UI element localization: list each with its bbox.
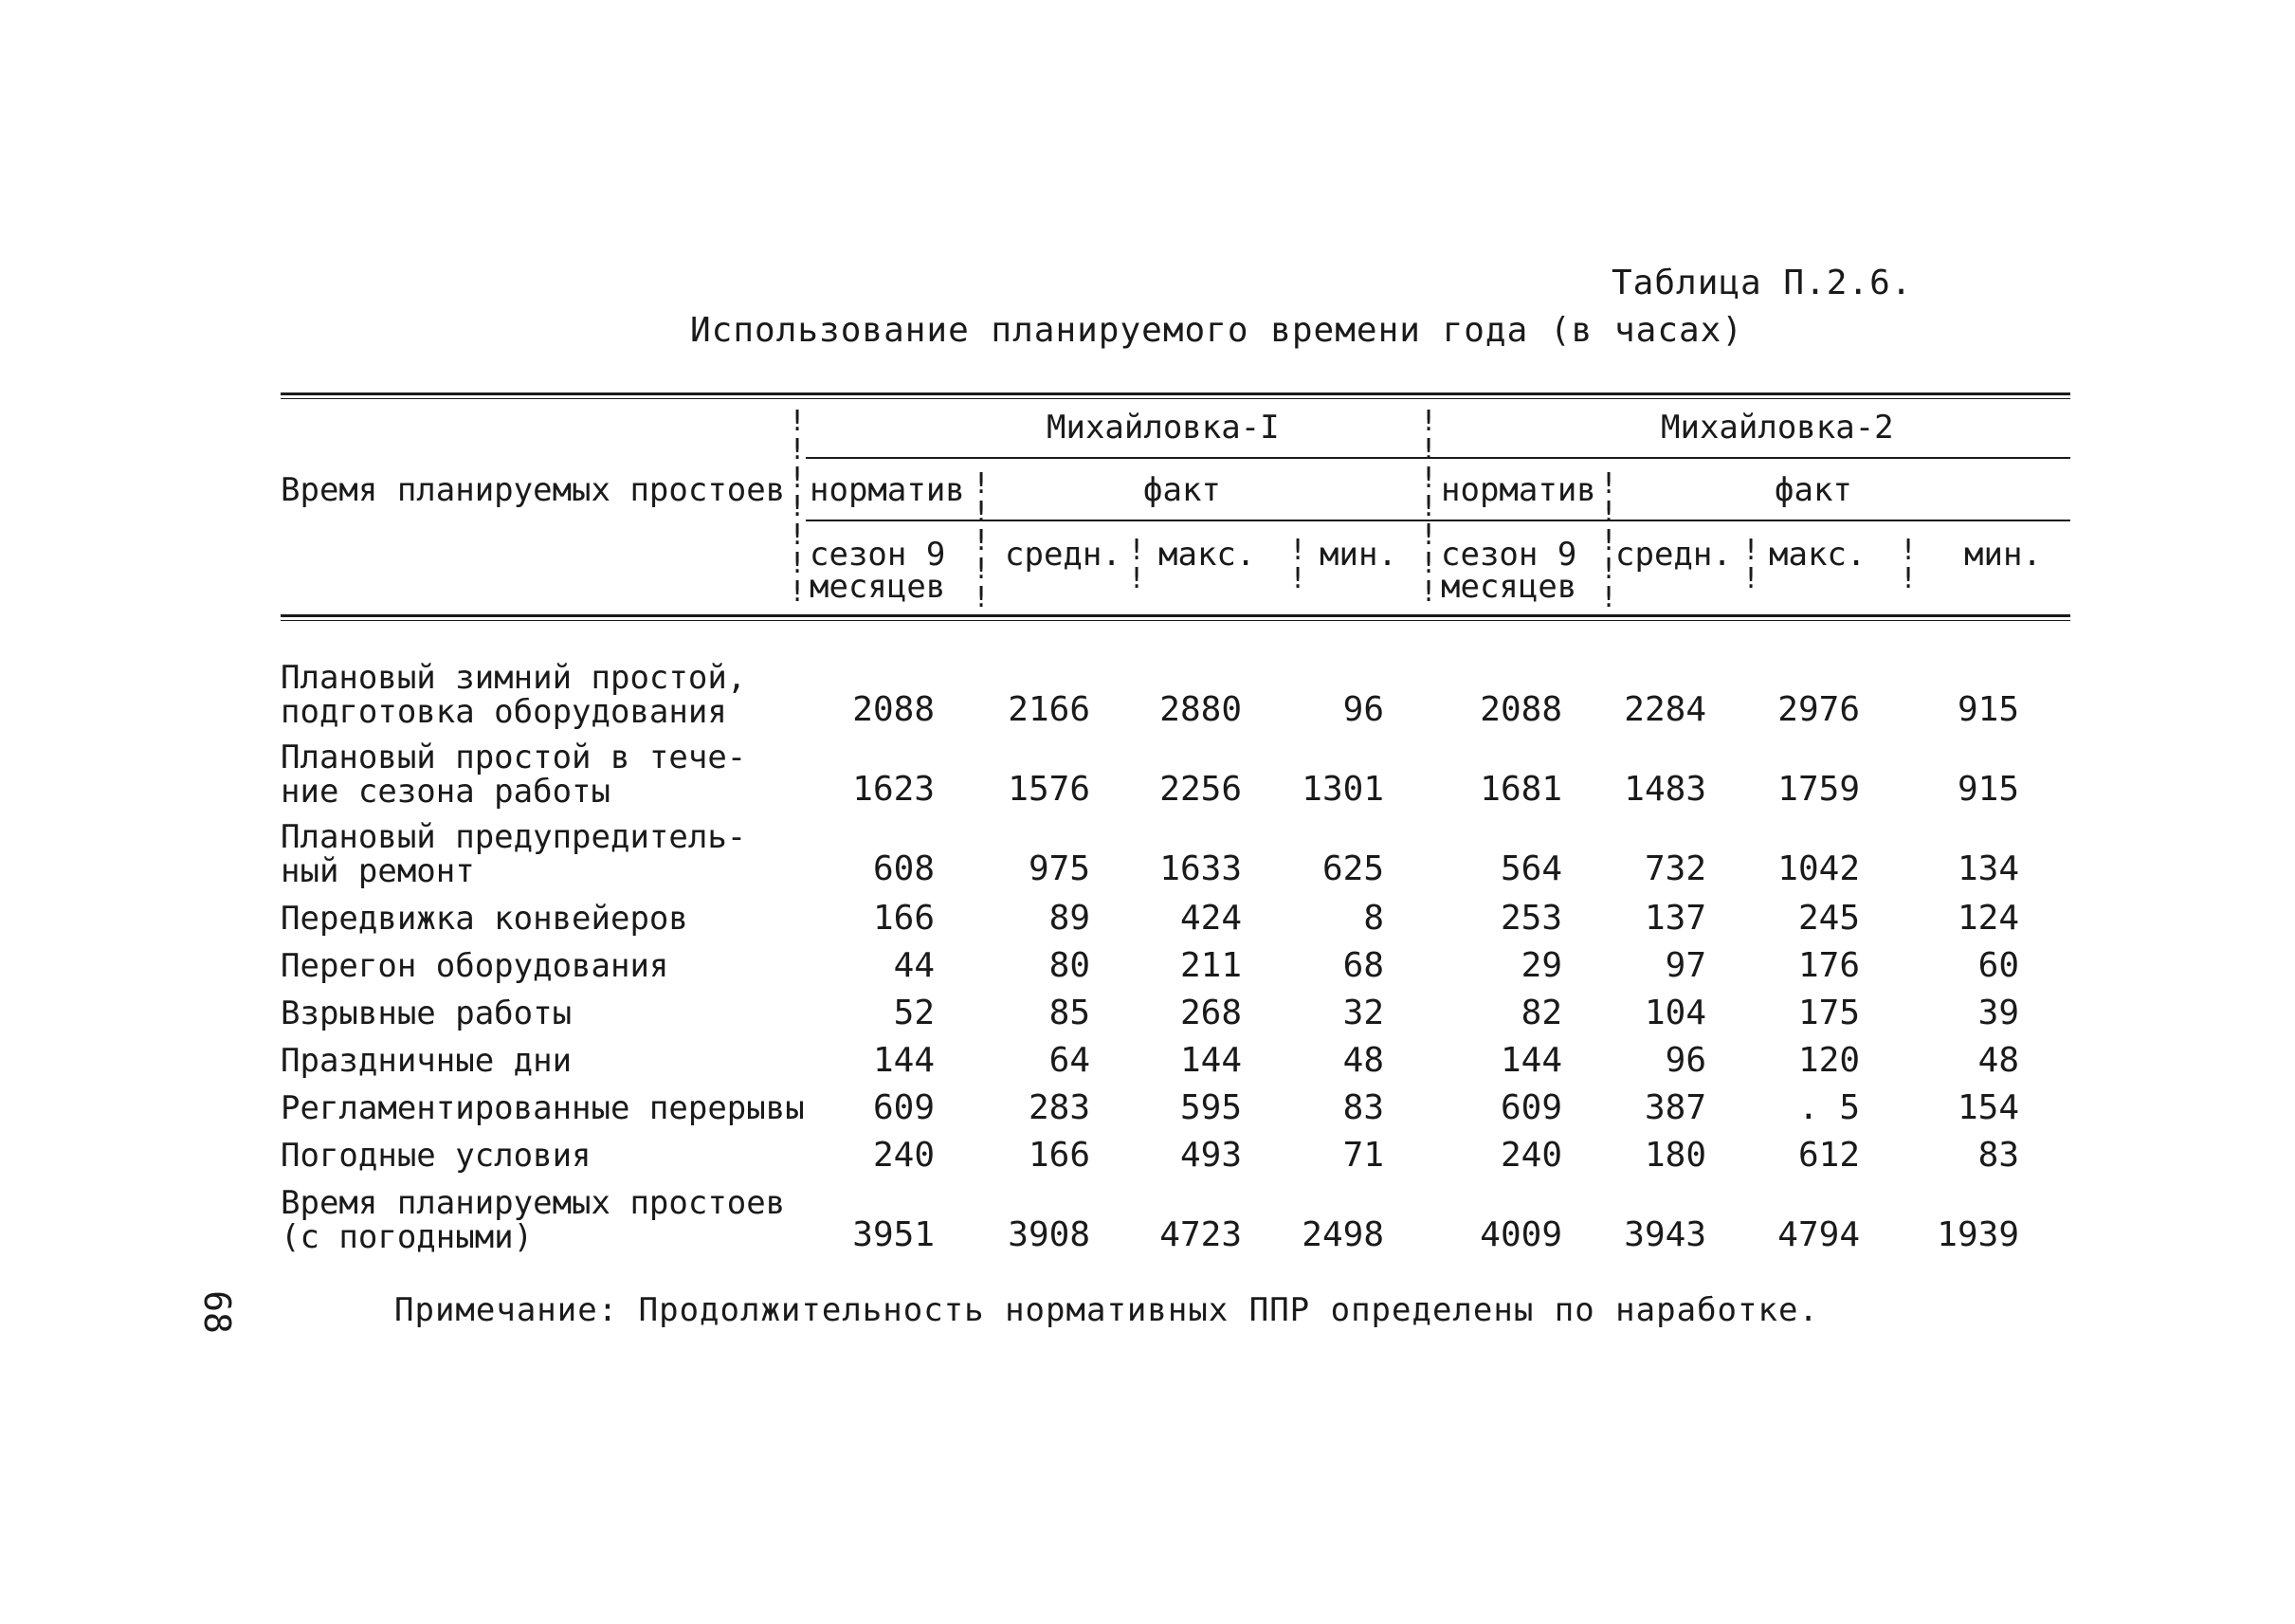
table-cell: 240: [872, 1136, 935, 1175]
separator: ! ! ! ! ! ! !: [1420, 405, 1438, 609]
table-cell: 1633: [1159, 849, 1242, 888]
table-cell: 1681: [1480, 770, 1562, 809]
table-cell: 2166: [1008, 690, 1090, 729]
normativ-header-2: норматив: [1441, 471, 1596, 509]
row-label: Регламентированные перерывы: [281, 1089, 805, 1127]
table-cell: 2256: [1159, 770, 1242, 809]
row-label: подготовка оборудования: [281, 693, 727, 731]
table-cell: 44: [893, 946, 935, 985]
table-cell: 1301: [1302, 770, 1384, 809]
table-cell: 245: [1797, 899, 1860, 938]
table-cell: 3943: [1624, 1215, 1706, 1254]
table-cell: 2498: [1302, 1215, 1384, 1254]
site-2-header: Михайловка-2: [1661, 409, 1894, 447]
max-header-1: макс.: [1158, 536, 1256, 574]
table-cell: 124: [1957, 899, 2019, 938]
table-cell: 83: [1342, 1088, 1384, 1127]
header-bottom-rule: [281, 614, 2070, 617]
table-cell: 1623: [852, 770, 935, 809]
table-cell: 609: [872, 1088, 935, 1127]
row-label: ный ремонт: [281, 852, 475, 890]
avg-header-2: средн.: [1615, 536, 1732, 574]
table-cell: 2284: [1624, 690, 1706, 729]
table-cell: 211: [1179, 946, 1242, 985]
table-cell: 176: [1797, 946, 1860, 985]
table-cell: 1759: [1777, 770, 1860, 809]
table-cell: 180: [1644, 1136, 1706, 1175]
min-header-2: мин.: [1964, 536, 2042, 574]
table-cell: 4723: [1159, 1215, 1242, 1254]
row-label: Перегон оборудования: [281, 947, 669, 985]
separator: ! !: [1742, 534, 1760, 595]
table-cell: 120: [1797, 1041, 1860, 1080]
table-cell: 915: [1957, 690, 2019, 729]
table-cell: 4009: [1480, 1215, 1562, 1254]
table-cell: 1483: [1624, 770, 1706, 809]
table-cell: 4794: [1777, 1215, 1860, 1254]
separator: ! ! ! ! !: [1600, 467, 1618, 614]
row-label: Погодные условия: [281, 1137, 592, 1175]
table-cell: 52: [893, 994, 935, 1032]
footnote: Примечание: Продолжительность нормативных ППР определены по наработке.: [394, 1291, 1819, 1329]
separator: ! ! ! ! !: [973, 467, 991, 614]
avg-header-1: средн.: [1005, 536, 1121, 574]
table-cell: 283: [1028, 1088, 1090, 1127]
table-cell: 1576: [1008, 770, 1090, 809]
table-cell: 1042: [1777, 849, 1860, 888]
table-title: Использование планируемого времени года (в часах): [690, 311, 1744, 350]
table-cell: . 5: [1797, 1088, 1860, 1127]
table-cell: 104: [1644, 994, 1706, 1032]
table-number: Таблица П.2.6.: [1612, 264, 1913, 302]
row-label: Плановый простой в тече-: [281, 739, 747, 776]
table-cell: 915: [1957, 770, 2019, 809]
table-cell: 39: [1977, 994, 2019, 1032]
table-cell: 144: [1179, 1041, 1242, 1080]
table-cell: 82: [1521, 994, 1562, 1032]
table-cell: 2880: [1159, 690, 1242, 729]
table-cell: 609: [1500, 1088, 1562, 1127]
table-cell: 387: [1644, 1088, 1706, 1127]
table-cell: 595: [1179, 1088, 1242, 1127]
table-cell: 89: [1048, 899, 1090, 938]
table-cell: 144: [1500, 1041, 1562, 1080]
separator: ! !: [1128, 534, 1146, 595]
row-label: ние сезона работы: [281, 773, 610, 811]
row-label-header: Время планируемых простоев: [281, 471, 786, 509]
subheader-rule: [806, 520, 2070, 521]
table-cell: 166: [872, 899, 935, 938]
site-1-header: Михайловка-I: [1047, 409, 1280, 447]
table-cell: 166: [1028, 1136, 1090, 1175]
table-cell: 608: [872, 849, 935, 888]
season-header-1a: сезон 9: [810, 536, 946, 574]
table-cell: 137: [1644, 899, 1706, 938]
table-cell: 975: [1028, 849, 1090, 888]
table-cell: 2088: [1480, 690, 1562, 729]
table-cell: 268: [1179, 994, 1242, 1032]
season-header-2b: месяцев: [1441, 568, 1577, 606]
table-cell: 612: [1797, 1136, 1860, 1175]
table-cell: 2976: [1777, 690, 1860, 729]
table-cell: 175: [1797, 994, 1860, 1032]
top-rule-thin: [281, 398, 2070, 399]
table-cell: 68: [1342, 946, 1384, 985]
row-label: Взрывные работы: [281, 994, 573, 1032]
table-cell: 83: [1977, 1136, 2019, 1175]
table-cell: 96: [1342, 690, 1384, 729]
table-cell: 134: [1957, 849, 2019, 888]
row-label: Время планируемых простоев: [281, 1184, 786, 1222]
normativ-header-1: норматив: [810, 471, 965, 509]
row-label: Праздничные дни: [281, 1042, 573, 1080]
table-cell: 32: [1342, 994, 1384, 1032]
table-cell: 253: [1500, 899, 1562, 938]
top-rule: [281, 392, 2070, 395]
table-cell: 493: [1179, 1136, 1242, 1175]
separator: ! !: [1289, 534, 1307, 595]
row-label: Передвижка конвейеров: [281, 900, 688, 938]
season-header-1b: месяцев: [810, 568, 946, 606]
table-cell: 60: [1977, 946, 2019, 985]
header-bottom-rule-thin: [281, 620, 2070, 621]
min-header-1: мин.: [1320, 536, 1397, 574]
season-header-2a: сезон 9: [1441, 536, 1577, 574]
table-cell: 97: [1665, 946, 1706, 985]
table-cell: 3908: [1008, 1215, 1090, 1254]
table-cell: 48: [1977, 1041, 2019, 1080]
table-cell: 1939: [1937, 1215, 2019, 1254]
table-cell: 64: [1048, 1041, 1090, 1080]
table-cell: 144: [872, 1041, 935, 1080]
site-rule: [806, 457, 2070, 459]
row-label: Плановый предупредитель-: [281, 818, 747, 856]
table-cell: 8: [1363, 899, 1384, 938]
table-cell: 154: [1957, 1088, 2019, 1127]
separator: ! ! ! ! ! ! !: [789, 405, 807, 609]
row-label: (с погодными): [281, 1218, 534, 1256]
table-cell: 85: [1048, 994, 1090, 1032]
table-cell: 625: [1321, 849, 1384, 888]
fakt-header-1: факт: [1143, 471, 1221, 509]
row-label: Плановый зимний простой,: [281, 659, 747, 697]
fakt-header-2: факт: [1775, 471, 1852, 509]
separator: ! !: [1900, 534, 1918, 595]
table-cell: 732: [1644, 849, 1706, 888]
table-cell: 48: [1342, 1041, 1384, 1080]
table-cell: 2088: [852, 690, 935, 729]
table-cell: 80: [1048, 946, 1090, 985]
table-cell: 424: [1179, 899, 1242, 938]
table-cell: 29: [1521, 946, 1562, 985]
table-cell: 71: [1342, 1136, 1384, 1175]
max-header-2: макс.: [1769, 536, 1867, 574]
table-cell: 3951: [852, 1215, 935, 1254]
page-number: 68: [195, 1290, 238, 1334]
table-cell: 240: [1500, 1136, 1562, 1175]
table-cell: 96: [1665, 1041, 1706, 1080]
table-cell: 564: [1500, 849, 1562, 888]
